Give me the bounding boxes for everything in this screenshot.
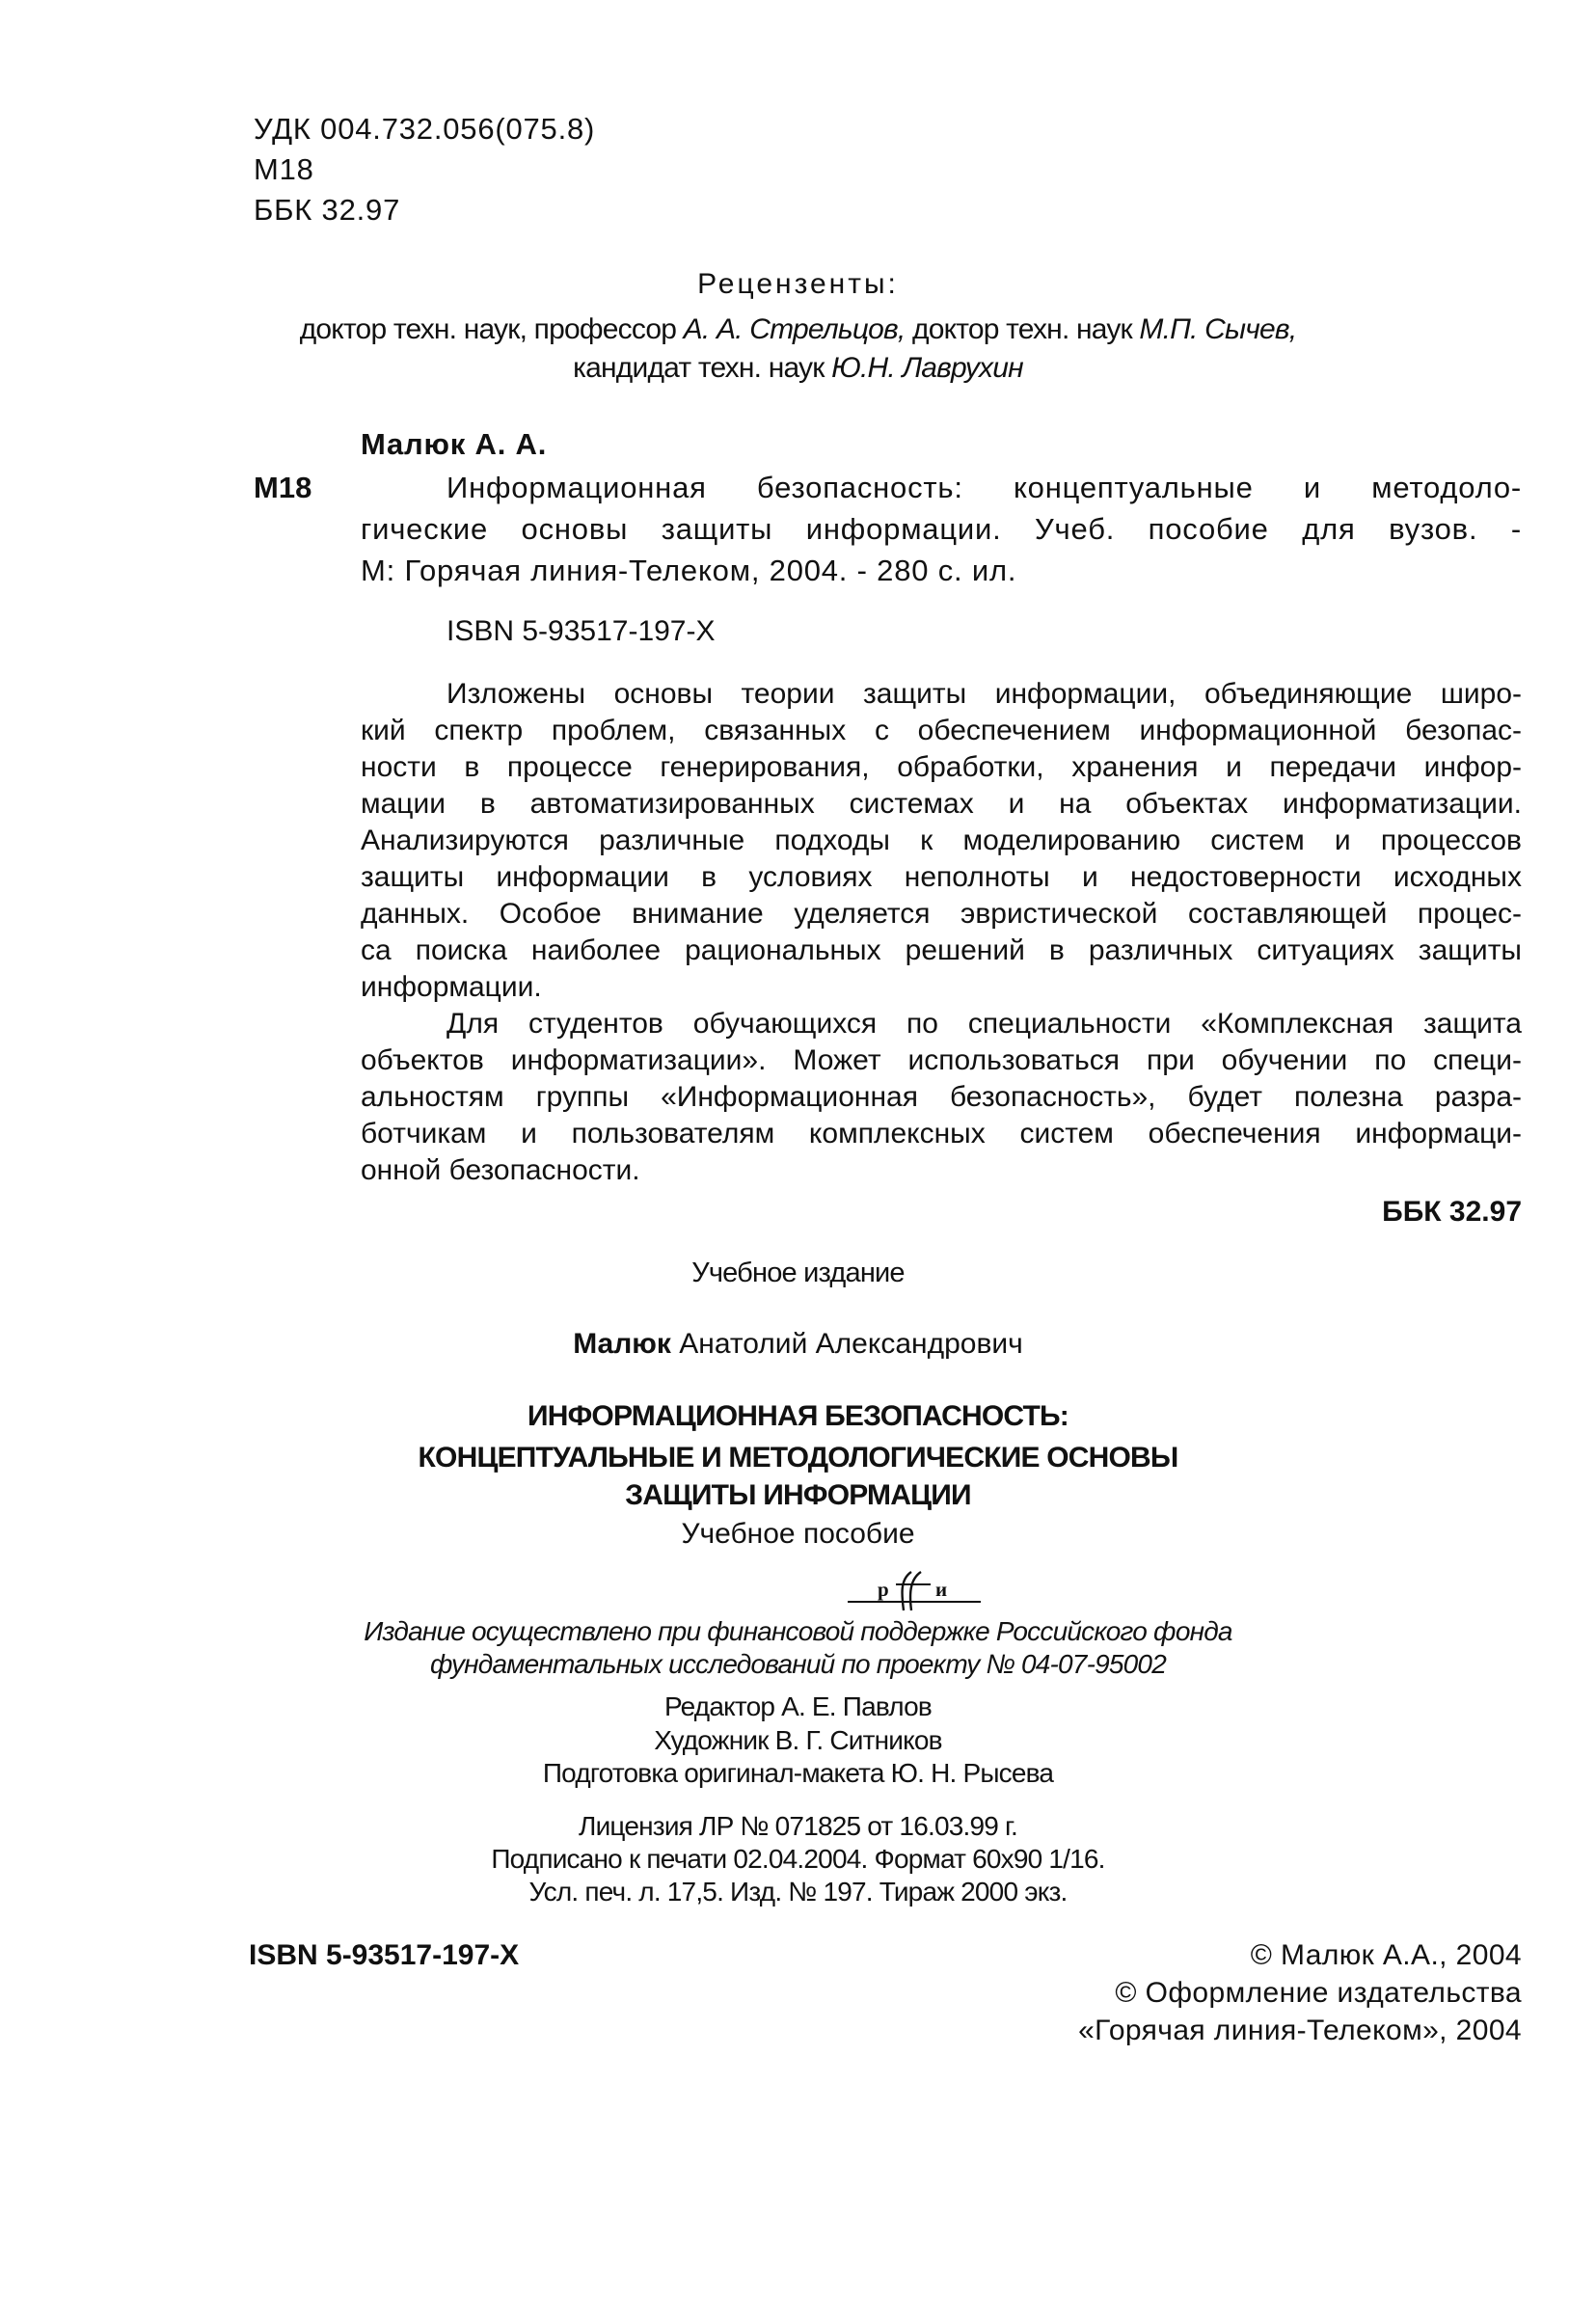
catalog-description-line: гические основы защиты информации. Учеб. пособие для вузов. - [361, 512, 1522, 546]
edition-type: Учебное издание [691, 1258, 905, 1288]
abstract-line: Анализируются различные подходы к моделированию систем и процессов [361, 825, 1522, 856]
reviewers-heading: Рецензенты: [697, 268, 899, 300]
abstract-line: данных. Особое внимание уделяется эвристической составляющей процес- [361, 898, 1522, 930]
rffi-logo-letter: р [878, 1578, 889, 1601]
print-info-line: Лицензия ЛР № 071825 от 16.03.99 г. [579, 1811, 1017, 1841]
edition-author-surname: Малюк [573, 1328, 671, 1360]
author-mark: М18 [254, 152, 314, 186]
reviewer-name-2: М.П. Сычев, [1139, 313, 1297, 345]
rffi-logo [842, 1566, 987, 1612]
reviewers-line-2 [0, 354, 1596, 383]
print-info-line: Подписано к печати 02.04.2004. Формат 60х90 1/16. [491, 1844, 1105, 1874]
abstract-line: онной безопасности. [361, 1154, 640, 1186]
reviewer-title-1: доктор техн. наук, профессор [299, 313, 684, 345]
credit-line: Редактор А. Е. Павлов [663, 1691, 932, 1721]
abstract-line: кий спектр проблем, связанных с обеспечением информационной безопас- [361, 715, 1522, 746]
copyright-line: © Малюк А.А., 2004 [1250, 1939, 1522, 1971]
book-title-line: ИНФОРМАЦИОННАЯ БЕЗОПАСНОСТЬ: [527, 1400, 1069, 1432]
abstract-line: ботчикам и пользователям комплексных систем обеспечения информаци- [361, 1118, 1522, 1150]
catalog-author: Малюк А. А. [361, 427, 548, 461]
book-title-line: ЗАЩИТЫ ИНФОРМАЦИИ [625, 1479, 971, 1511]
abstract-bbk: ББК 32.97 [1382, 1196, 1522, 1228]
reviewer-name-3: Ю.Н. Лаврухин [831, 352, 1023, 384]
print-info-line: Усл. печ. л. 17,5. Изд. № 197. Тираж 2000 экз. [528, 1877, 1068, 1907]
copyright-line: © Оформление издательства [1115, 1977, 1522, 2009]
catalog-description-line: М: Горячая линия-Телеком, 2004. - 280 с. ил. [361, 554, 1017, 587]
abstract-line: защиты информации в условиях неполноты и недостоверности исходных [361, 861, 1522, 893]
abstract-line: ности в процессе генерирования, обработки, хранения и передачи инфор- [361, 751, 1522, 783]
catalog-mark: М18 [254, 471, 312, 504]
abstract-line: альностям группы «Информационная безопасность», будет полезна разра- [361, 1081, 1522, 1113]
abstract-line: объектов информатизации». Может использоваться при обучении по специ- [361, 1044, 1522, 1076]
edition-author [0, 1330, 1596, 1359]
abstract-line: Для студентов обучающихся по специальности «Комплексная защита [446, 1008, 1522, 1040]
footer-isbn: ISBN 5-93517-197-Х [249, 1939, 520, 1971]
credit-line: Подготовка оригинал-макета Ю. Н. Рысева [542, 1758, 1054, 1788]
edition-author-given: Анатолий Александрович [670, 1328, 1023, 1360]
reviewer-title-3: кандидат техн. наук [573, 352, 832, 384]
bbk-code: ББК 32.97 [254, 193, 401, 227]
credit-line: Художник В. Г. Ситников [654, 1725, 942, 1755]
reviewer-title-2: доктор техн. наук [905, 313, 1140, 345]
catalog-isbn: ISBN 5-93517-197-Х [446, 615, 716, 647]
rffi-logo-letter: и [935, 1578, 948, 1601]
book-subtitle: Учебное пособие [681, 1518, 915, 1550]
abstract-line: Изложены основы теории защиты информации, объединяющие широ- [446, 678, 1522, 710]
catalog-description-line: Информационная безопасность: концептуальные и методоло- [446, 471, 1522, 504]
abstract-line: мации в автоматизированных системах и на объектах информатизации. [361, 788, 1522, 820]
book-title-line: КОНЦЕПТУАЛЬНЫЕ И МЕТОДОЛОГИЧЕСКИЕ ОСНОВЫ [418, 1442, 1178, 1474]
udc-code: УДК 004.732.056(075.8) [254, 112, 596, 146]
reviewer-name-1: А. А. Стрельцов, [683, 313, 906, 345]
funding-line: фундаментальных исследований по проекту № 04-07-95002 [430, 1649, 1166, 1679]
copyright-line: «Горячая линия-Телеком», 2004 [1078, 2015, 1522, 2046]
abstract-line: информации. [361, 971, 542, 1003]
funding-line: Издание осуществлено при финансовой поддержке Российского фонда [364, 1616, 1232, 1646]
reviewers-line-1 [0, 315, 1596, 344]
abstract-line: са поиска наиболее рациональных решений в различных ситуациях защиты [361, 934, 1522, 966]
